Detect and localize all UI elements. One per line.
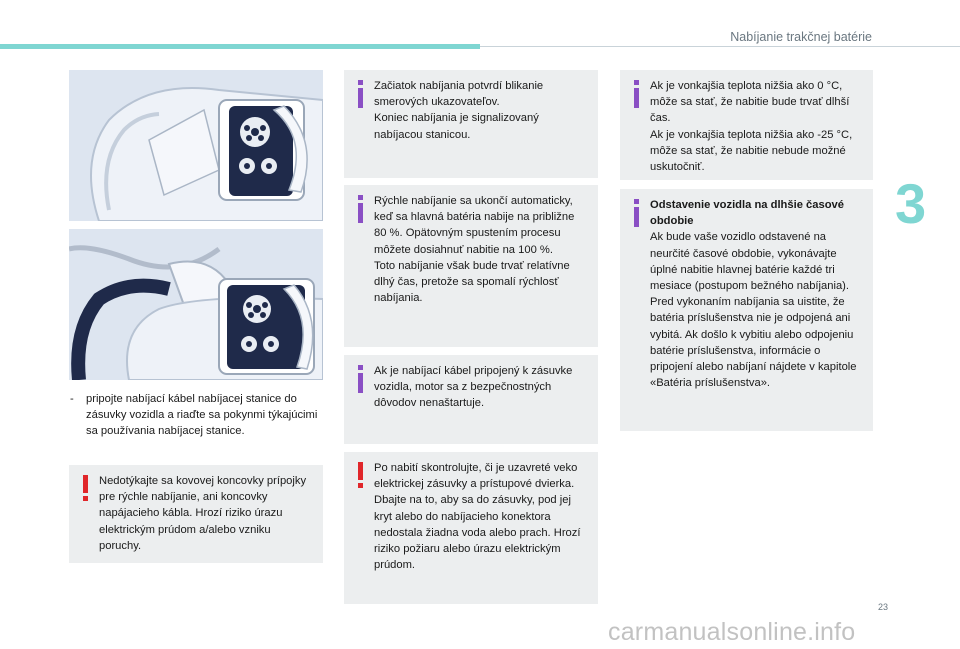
info-box-fast-charging (344, 185, 598, 347)
info-box-charging-start (344, 70, 598, 178)
info-icon (354, 365, 368, 393)
watermark: carmanualsonline.info (608, 618, 856, 646)
info-box-cable-connected (344, 355, 598, 444)
info-icon (354, 195, 368, 223)
figure-charging-cable-plugged (69, 229, 323, 380)
warning-exclamation-icon (79, 475, 93, 503)
info-icon (354, 80, 368, 108)
info-fast-charging-line-1: Rýchle nabíjanie sa ukončí automaticky, keď sa hlavná batéria nabije na približne 80 %. Opätovným spustením procesu môžete dosiahnuť nabitie na 100 %. (374, 195, 575, 256)
info-charging-start-line-2: Koniec nabíjania je signalizovaný nabíjacou stanicou. (374, 112, 539, 141)
charging-socket-open-flap-icon (69, 70, 323, 221)
warning-exclamation-icon (354, 462, 368, 490)
info-box-temperature (620, 70, 873, 180)
charging-cable-plugged-icon (69, 229, 323, 380)
info-fast-charging-line-2: Toto nabíjanie však bude trvať relatívne dlhý čas, pretože sa spomalí rýchlosť nabíjania. (374, 259, 570, 305)
info-temperature-line-2: Ak je vonkajšia teplota nižšia ako -25 °C, môže sa stať, že nabitie nebude možné uskutočniť. (650, 128, 853, 174)
info-parking-heading: Odstavenie vozidla na dlhšie časové obdobie (650, 199, 844, 228)
info-icon (630, 199, 644, 227)
info-temperature-line-1: Ak je vonkajšia teplota nižšia ako 0 °C, môže sa stať, že nabitie bude trvať dlhší čas. (650, 80, 850, 125)
warning-box-metal-connector (69, 465, 323, 563)
figure-charging-socket-open (69, 70, 323, 221)
info-icon (630, 80, 644, 108)
info-box-long-parking (620, 189, 873, 431)
page-header-title: Nabíjanie trakčnej batérie (730, 30, 872, 44)
info-parking-text: Ak bude vaše vozidlo odstavené na neurčité časové obdobie, vykonávajte úplné nabitie hlavnej batérie každé tri mesiace (postupom bežného nabíjania). Pred vykonaním nabíjania sa uistite, že batéria príslušenstva nie je odpojená ani vybitá. Ak došlo k vybitiu alebo odpojeniu batérie príslušenstva, informácie o pripojení alebo nabíjaní nájdete v kapitole «Batéria príslušenstva». (650, 231, 857, 390)
info-cable-connected-text: Ak je nabíjací kábel pripojený k zásuvke vozidla, motor sa z bezpečnostných dôvodov nenaštartuje. (374, 365, 573, 410)
step-dash: - (70, 393, 74, 405)
header-rule (480, 46, 960, 47)
chapter-number: 3 (895, 172, 927, 235)
page-number: 23 (878, 602, 889, 612)
warning-after-charging-text: Po nabití skontrolujte, či je uzavreté veko elektrickej zásuvky a prístupové dvierka. Dbajte na to, aby sa do zásuvky, pod jej kryt alebo do nabíjacieho konektora nedostala žiadna voda alebo prach. Hrozí riziko požiaru alebo úrazu elektrickým prúdom. (374, 462, 581, 572)
warning-box-after-charging (344, 452, 598, 604)
step-text: pripojte nabíjací kábel nabíjacej stanice do zásuvky vozidla a riaďte sa pokynmi týkajúcimi sa používania nabíjacej stanice. (86, 393, 318, 438)
step-instruction (70, 391, 324, 441)
warning-left-text: Nedotýkajte sa kovovej koncovky prípojky pre rýchle nabíjanie, ani koncovky napájacieho kábla. Hrozí riziko úrazu elektrickým prúdom a/alebo vzniku poruchy. (99, 475, 307, 552)
info-charging-start-line-1: Začiatok nabíjania potvrdí blikanie smerových ukazovateľov. (374, 80, 544, 109)
header-accent-bar (0, 44, 480, 49)
